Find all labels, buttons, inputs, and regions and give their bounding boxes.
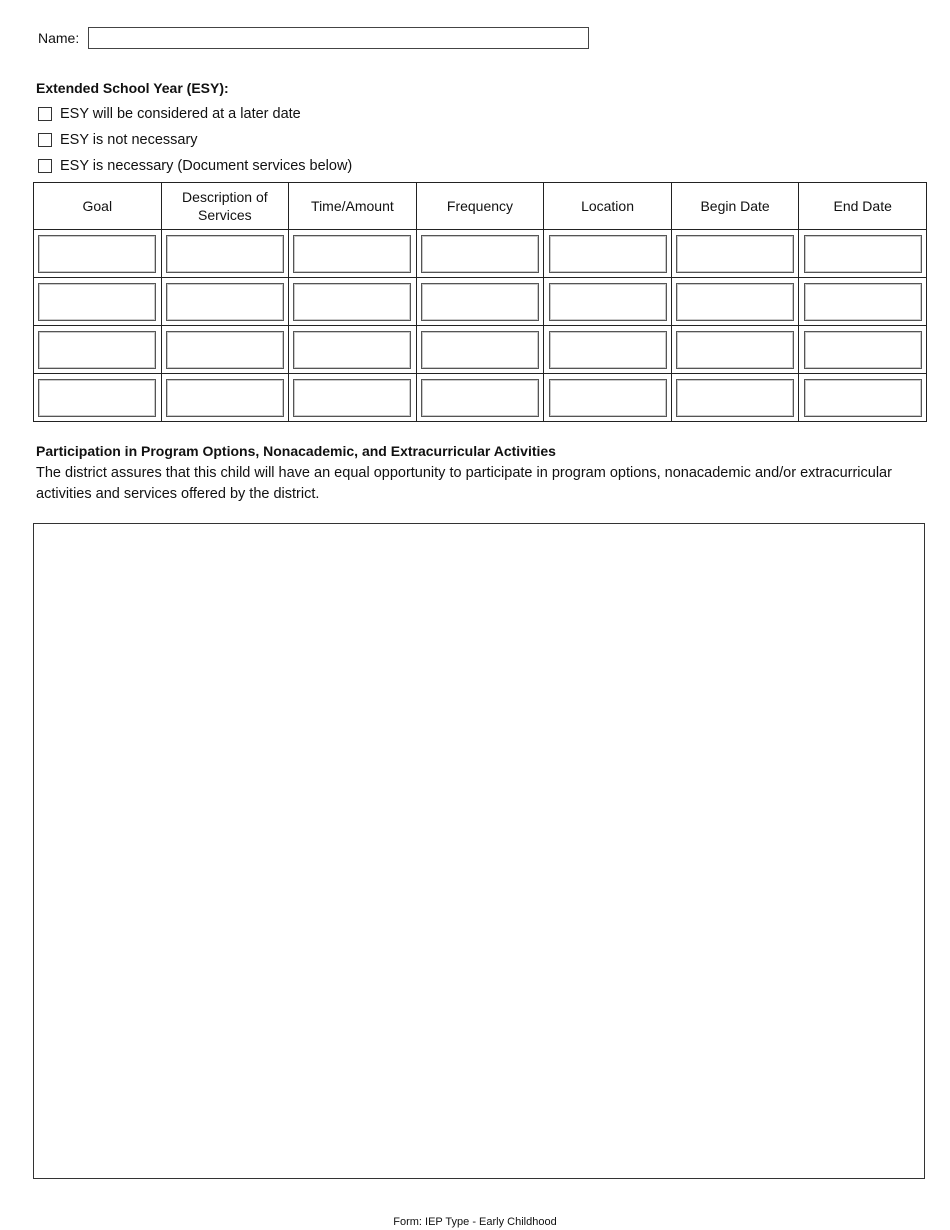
table-row [34, 278, 927, 326]
description-input[interactable] [166, 283, 284, 321]
column-header-goal: Goal [34, 183, 162, 230]
location-input[interactable] [549, 379, 667, 417]
name-input[interactable] [88, 27, 589, 49]
column-header-time-amount: Time/Amount [289, 183, 417, 230]
column-header-location: Location [544, 183, 672, 230]
table-row [34, 374, 927, 422]
esy-not-necessary-checkbox[interactable] [38, 133, 52, 147]
column-header-end-date: End Date [799, 183, 927, 230]
column-header-begin-date: Begin Date [671, 183, 799, 230]
table-row [34, 230, 927, 278]
location-input[interactable] [549, 283, 667, 321]
esy-option-necessary[interactable] [38, 158, 352, 174]
location-input[interactable] [549, 235, 667, 273]
begin-date-input[interactable] [676, 235, 794, 273]
time-amount-input[interactable] [293, 379, 411, 417]
esy-not-necessary-label: ESY is not necessary [60, 132, 198, 148]
goal-input[interactable] [38, 283, 156, 321]
column-header-frequency: Frequency [416, 183, 544, 230]
participation-notes-box[interactable] [33, 523, 925, 1179]
table-header-row [34, 183, 927, 230]
esy-heading: Extended School Year (ESY): [36, 80, 229, 96]
time-amount-input[interactable] [293, 283, 411, 321]
esy-necessary-label: ESY is necessary (Document services below) [60, 158, 353, 174]
begin-date-input[interactable] [676, 379, 794, 417]
end-date-input[interactable] [804, 235, 922, 273]
name-row [38, 27, 589, 49]
table-row [34, 326, 927, 374]
location-input[interactable] [549, 331, 667, 369]
esy-option-later-date[interactable] [38, 106, 301, 122]
frequency-input[interactable] [421, 283, 539, 321]
esy-services-table [33, 182, 927, 422]
column-header-description: Description of Services [161, 183, 289, 230]
goal-input[interactable] [38, 235, 156, 273]
goal-input[interactable] [38, 331, 156, 369]
form-footer: Form: IEP Type - Early Childhood [393, 1216, 557, 1228]
name-label: Name: [38, 30, 80, 46]
goal-input[interactable] [38, 379, 156, 417]
frequency-input[interactable] [421, 379, 539, 417]
description-input[interactable] [166, 331, 284, 369]
description-input[interactable] [166, 379, 284, 417]
frequency-input[interactable] [421, 331, 539, 369]
participation-description: The district assures that this child will have an equal opportunity to participate in program options, nonacademic and/or extracurricular activities and services offered by the district. [36, 465, 892, 502]
time-amount-input[interactable] [293, 331, 411, 369]
esy-necessary-checkbox[interactable] [38, 159, 52, 173]
end-date-input[interactable] [804, 331, 922, 369]
begin-date-input[interactable] [676, 331, 794, 369]
time-amount-input[interactable] [293, 235, 411, 273]
end-date-input[interactable] [804, 379, 922, 417]
begin-date-input[interactable] [676, 283, 794, 321]
frequency-input[interactable] [421, 235, 539, 273]
esy-option-not-necessary[interactable] [38, 132, 198, 148]
esy-later-date-checkbox[interactable] [38, 107, 52, 121]
description-input[interactable] [166, 235, 284, 273]
esy-later-date-label: ESY will be considered at a later date [60, 106, 301, 122]
participation-heading: Participation in Program Options, Nonacademic, and Extracurricular Activities [36, 443, 556, 459]
end-date-input[interactable] [804, 283, 922, 321]
